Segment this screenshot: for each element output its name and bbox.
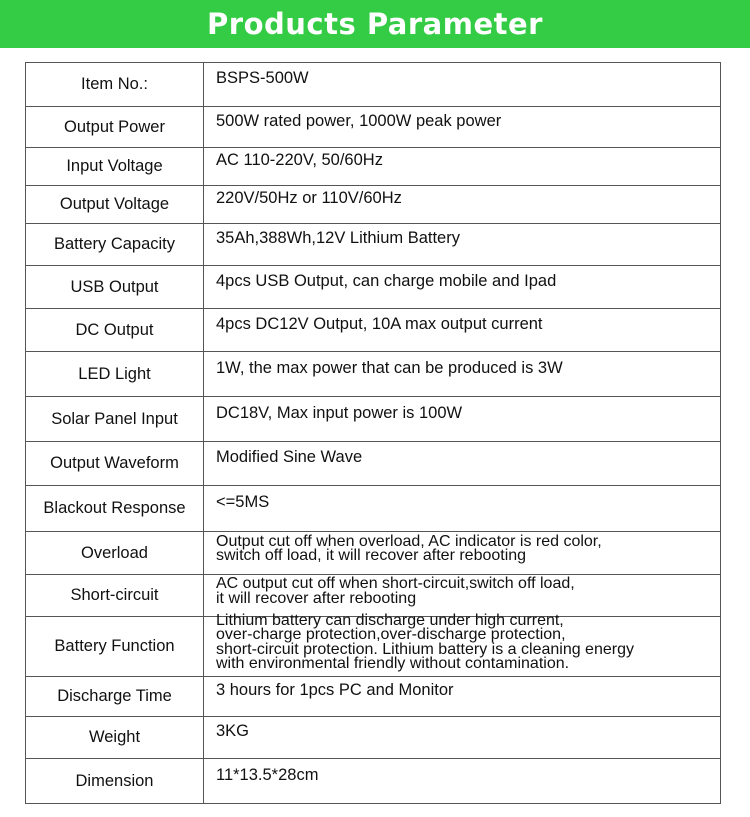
- table-row: [26, 575, 721, 617]
- table-row: [26, 63, 721, 107]
- row-value: AC output cut off when short-circuit,switch off load, it will recover after rebooting: [204, 575, 721, 617]
- row-label: USB Output: [26, 266, 204, 309]
- row-label: Overload: [26, 532, 204, 575]
- row-value: Lithium battery can discharge under high current, over-charge protection,over-discharge protection, short-circuit protection. Lithium battery is a cleaning energy with environmental friendly without contamination.: [204, 617, 721, 677]
- row-label: LED Light: [26, 352, 204, 397]
- table-row: [26, 442, 721, 486]
- row-label: Solar Panel Input: [26, 397, 204, 442]
- row-value: Modified Sine Wave: [204, 442, 721, 486]
- row-value: 3 hours for 1pcs PC and Monitor: [204, 677, 721, 717]
- row-value: <=5MS: [204, 486, 721, 532]
- row-label: Battery Function: [26, 617, 204, 677]
- row-value: 4pcs USB Output, can charge mobile and Ipad: [204, 266, 721, 309]
- table-row: [26, 224, 721, 266]
- table-row: [26, 186, 721, 224]
- table-row: [26, 107, 721, 148]
- row-value: BSPS-500W: [204, 63, 721, 107]
- table-row: [26, 266, 721, 309]
- row-value: Output cut off when overload, AC indicator is red color, switch off load, it will recover after rebooting: [204, 532, 721, 575]
- row-label: Discharge Time: [26, 677, 204, 717]
- row-label: Short-circuit: [26, 575, 204, 617]
- row-label: Item No.:: [26, 63, 204, 107]
- header-banner: [0, 0, 750, 48]
- row-label: Battery Capacity: [26, 224, 204, 266]
- table-row: [26, 759, 721, 804]
- row-label: Output Power: [26, 107, 204, 148]
- row-value: 11*13.5*28cm: [204, 759, 721, 804]
- table-row: [26, 148, 721, 186]
- table-row: [26, 532, 721, 575]
- row-label: Output Voltage: [26, 186, 204, 224]
- row-label: Blackout Response: [26, 486, 204, 532]
- row-label: Output Waveform: [26, 442, 204, 486]
- row-label: DC Output: [26, 309, 204, 352]
- row-value: AC 110-220V, 50/60Hz: [204, 148, 721, 186]
- table-row: [26, 352, 721, 397]
- page-title: Products Parameter: [207, 7, 543, 41]
- row-value: 220V/50Hz or 110V/60Hz: [204, 186, 721, 224]
- row-label: Weight: [26, 717, 204, 759]
- table-row: [26, 617, 721, 677]
- table-row: [26, 717, 721, 759]
- row-value: 500W rated power, 1000W peak power: [204, 107, 721, 148]
- row-value: 35Ah,388Wh,12V Lithium Battery: [204, 224, 721, 266]
- table-row: [26, 309, 721, 352]
- row-value: DC18V, Max input power is 100W: [204, 397, 721, 442]
- row-label: Input Voltage: [26, 148, 204, 186]
- table-row: [26, 677, 721, 717]
- table-row: [26, 486, 721, 532]
- row-value: 3KG: [204, 717, 721, 759]
- row-label: Dimension: [26, 759, 204, 804]
- row-value: 1W, the max power that can be produced is 3W: [204, 352, 721, 397]
- table-row: [26, 397, 721, 442]
- row-value: 4pcs DC12V Output, 10A max output current: [204, 309, 721, 352]
- parameter-table: [25, 62, 721, 804]
